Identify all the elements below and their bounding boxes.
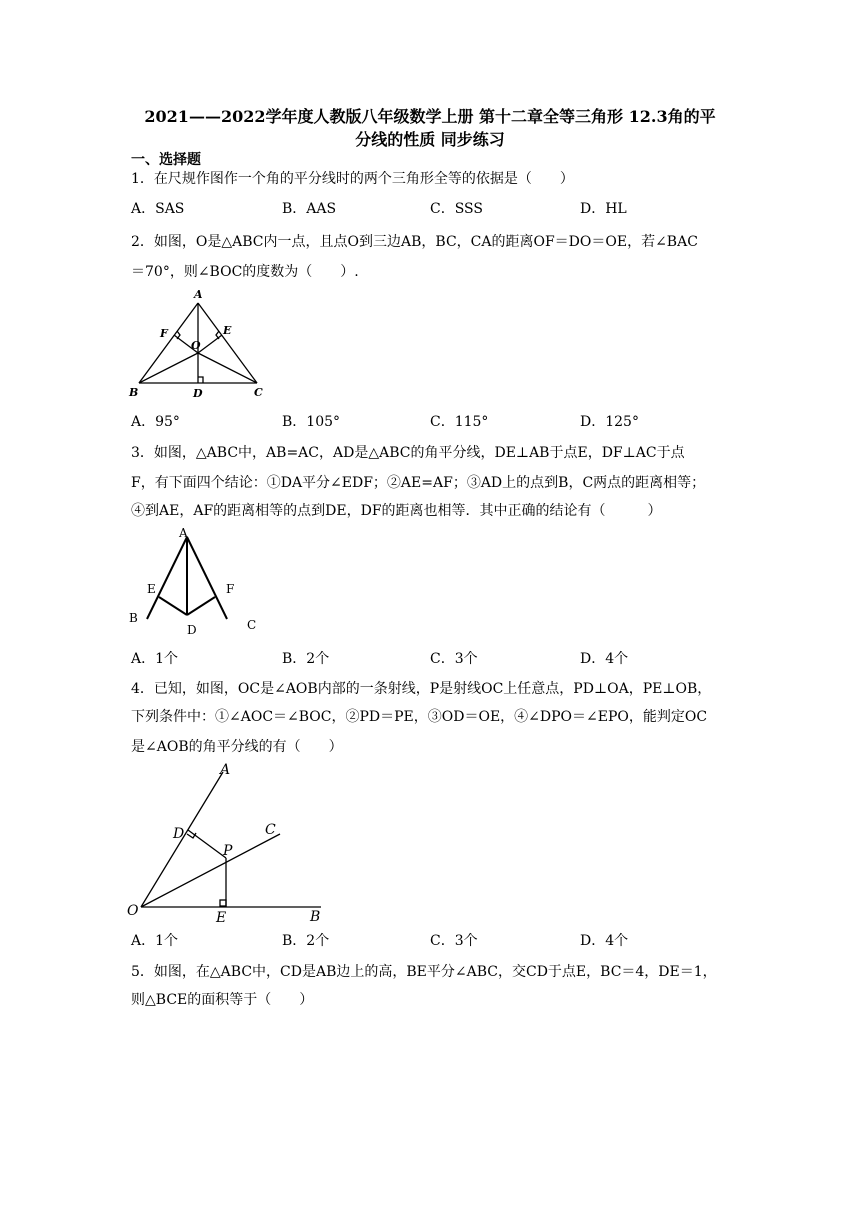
q4-label-a: A <box>220 762 231 778</box>
q2-segment-bo <box>139 353 198 383</box>
worksheet-title-line2: 分线的性质 同步练习 <box>355 130 505 149</box>
q4-text-line2: 下列条件中：①∠AOC＝∠BOC，②PD＝PE，③OD＝OE，④∠DPO＝∠EPO，能判定OC <box>131 709 708 725</box>
q3-segment-ac <box>187 537 227 619</box>
q4-label-d: D <box>173 826 185 842</box>
q2-right-angle-d <box>198 377 203 383</box>
q4-label-c: C <box>265 822 276 838</box>
q4-option-c: C．3个 <box>430 933 478 949</box>
q2-label-o: O <box>191 339 201 352</box>
q4-right-angle-d <box>187 833 196 838</box>
q5-text-line1: 5．如图，在△ABC中，CD是AB边上的高，BE平分∠ABC，交CD于点E，BC＝4，DE＝1， <box>131 964 717 980</box>
q4-label-b: B <box>310 909 321 925</box>
worksheet-title-line1: 2021——2022学年度人教版八年级数学上册 第十二章全等三角形 12.3角的平 <box>144 107 716 126</box>
q3-figure <box>125 525 265 640</box>
q4-label-p: P <box>223 843 233 859</box>
q2-right-angle-f <box>177 331 180 339</box>
q3-label-e: E <box>147 582 156 596</box>
q2-side-ac <box>198 303 257 383</box>
q2-option-c: C．115° <box>430 414 489 430</box>
q5-text-line2: 则△BCE的面积等于（ ） <box>131 992 314 1008</box>
q3-label-b: B <box>129 611 138 625</box>
q4-option-a: A．1个 <box>131 933 179 949</box>
q3-option-b: B．2个 <box>282 651 330 667</box>
q3-option-d: D．4个 <box>580 651 629 667</box>
q4-text-line1: 4．已知，如图，OC是∠AOB内部的一条射线，P是射线OC上任意点，PD⊥OA，PE⊥OB， <box>131 681 712 697</box>
q4-ray-oc <box>141 834 280 907</box>
q2-segment-co <box>198 353 257 383</box>
q2-label-b: B <box>129 386 139 399</box>
q2-triangle-figure <box>125 285 285 405</box>
q2-side-ab <box>139 303 198 383</box>
q2-label-e: E <box>223 324 232 337</box>
q1-option-c: C．SSS <box>430 201 483 217</box>
q1-text: 1．在尺规作图作一个角的平分线时的两个三角形全等的依据是（ ） <box>131 171 574 187</box>
q2-option-d: D．125° <box>580 414 639 430</box>
q3-label-d: D <box>187 623 197 637</box>
q3-option-a: A．1个 <box>131 651 179 667</box>
q4-label-o: O <box>127 903 139 919</box>
q4-figure <box>125 760 335 925</box>
q2-label-a: A <box>194 288 203 301</box>
q2-option-a: A．95° <box>131 414 180 430</box>
q4-option-d: D．4个 <box>580 933 629 949</box>
q1-option-b: B．AAS <box>282 201 337 217</box>
q4-right-angle-e <box>220 900 226 906</box>
q2-text-line2: ＝70°，则∠BOC的度数为（ ）. <box>131 264 359 280</box>
q4-segment-pd <box>188 830 226 858</box>
q1-option-d: D．HL <box>580 201 627 217</box>
q4-text-line3: 是∠AOB的角平分线的有（ ） <box>131 739 343 755</box>
q3-option-c: C．3个 <box>430 651 478 667</box>
q2-option-b: B．105° <box>282 414 341 430</box>
q3-text-line3: ④到AE，AF的距离相等的点到DE，DF的距离也相等．其中正确的结论有（ ） <box>131 503 662 519</box>
q4-option-b: B．2个 <box>282 933 330 949</box>
section-heading: 一、选择题 <box>131 152 201 168</box>
q2-label-c: C <box>254 386 263 399</box>
q3-label-c: C <box>247 618 257 632</box>
q3-label-a: A <box>179 526 188 540</box>
q3-text-line2: F，有下面四个结论：①DA平分∠EDF；②AE=AF；③AD上的点到B，C两点的距离相等； <box>131 475 706 491</box>
q3-segment-ab <box>147 537 187 619</box>
q3-segment-de <box>159 597 187 615</box>
q4-label-e: E <box>216 910 227 925</box>
q2-text-line1: 2．如图，O是△ABC内一点，且点O到三边AB，BC，CA的距离OF＝DO＝OE，若∠BAC <box>131 234 698 250</box>
q3-text-line1: 3．如图，△ABC中，AB=AC，AD是△ABC的角平分线，DE⊥AB于点E，DF⊥AC于点 <box>131 445 685 461</box>
q2-right-angle-e <box>216 331 219 339</box>
q2-label-f: F <box>160 327 168 340</box>
q3-segment-df <box>187 597 215 615</box>
q2-label-d: D <box>193 387 203 400</box>
q3-label-f: F <box>226 582 235 596</box>
q1-option-a: A．SAS <box>131 201 185 217</box>
